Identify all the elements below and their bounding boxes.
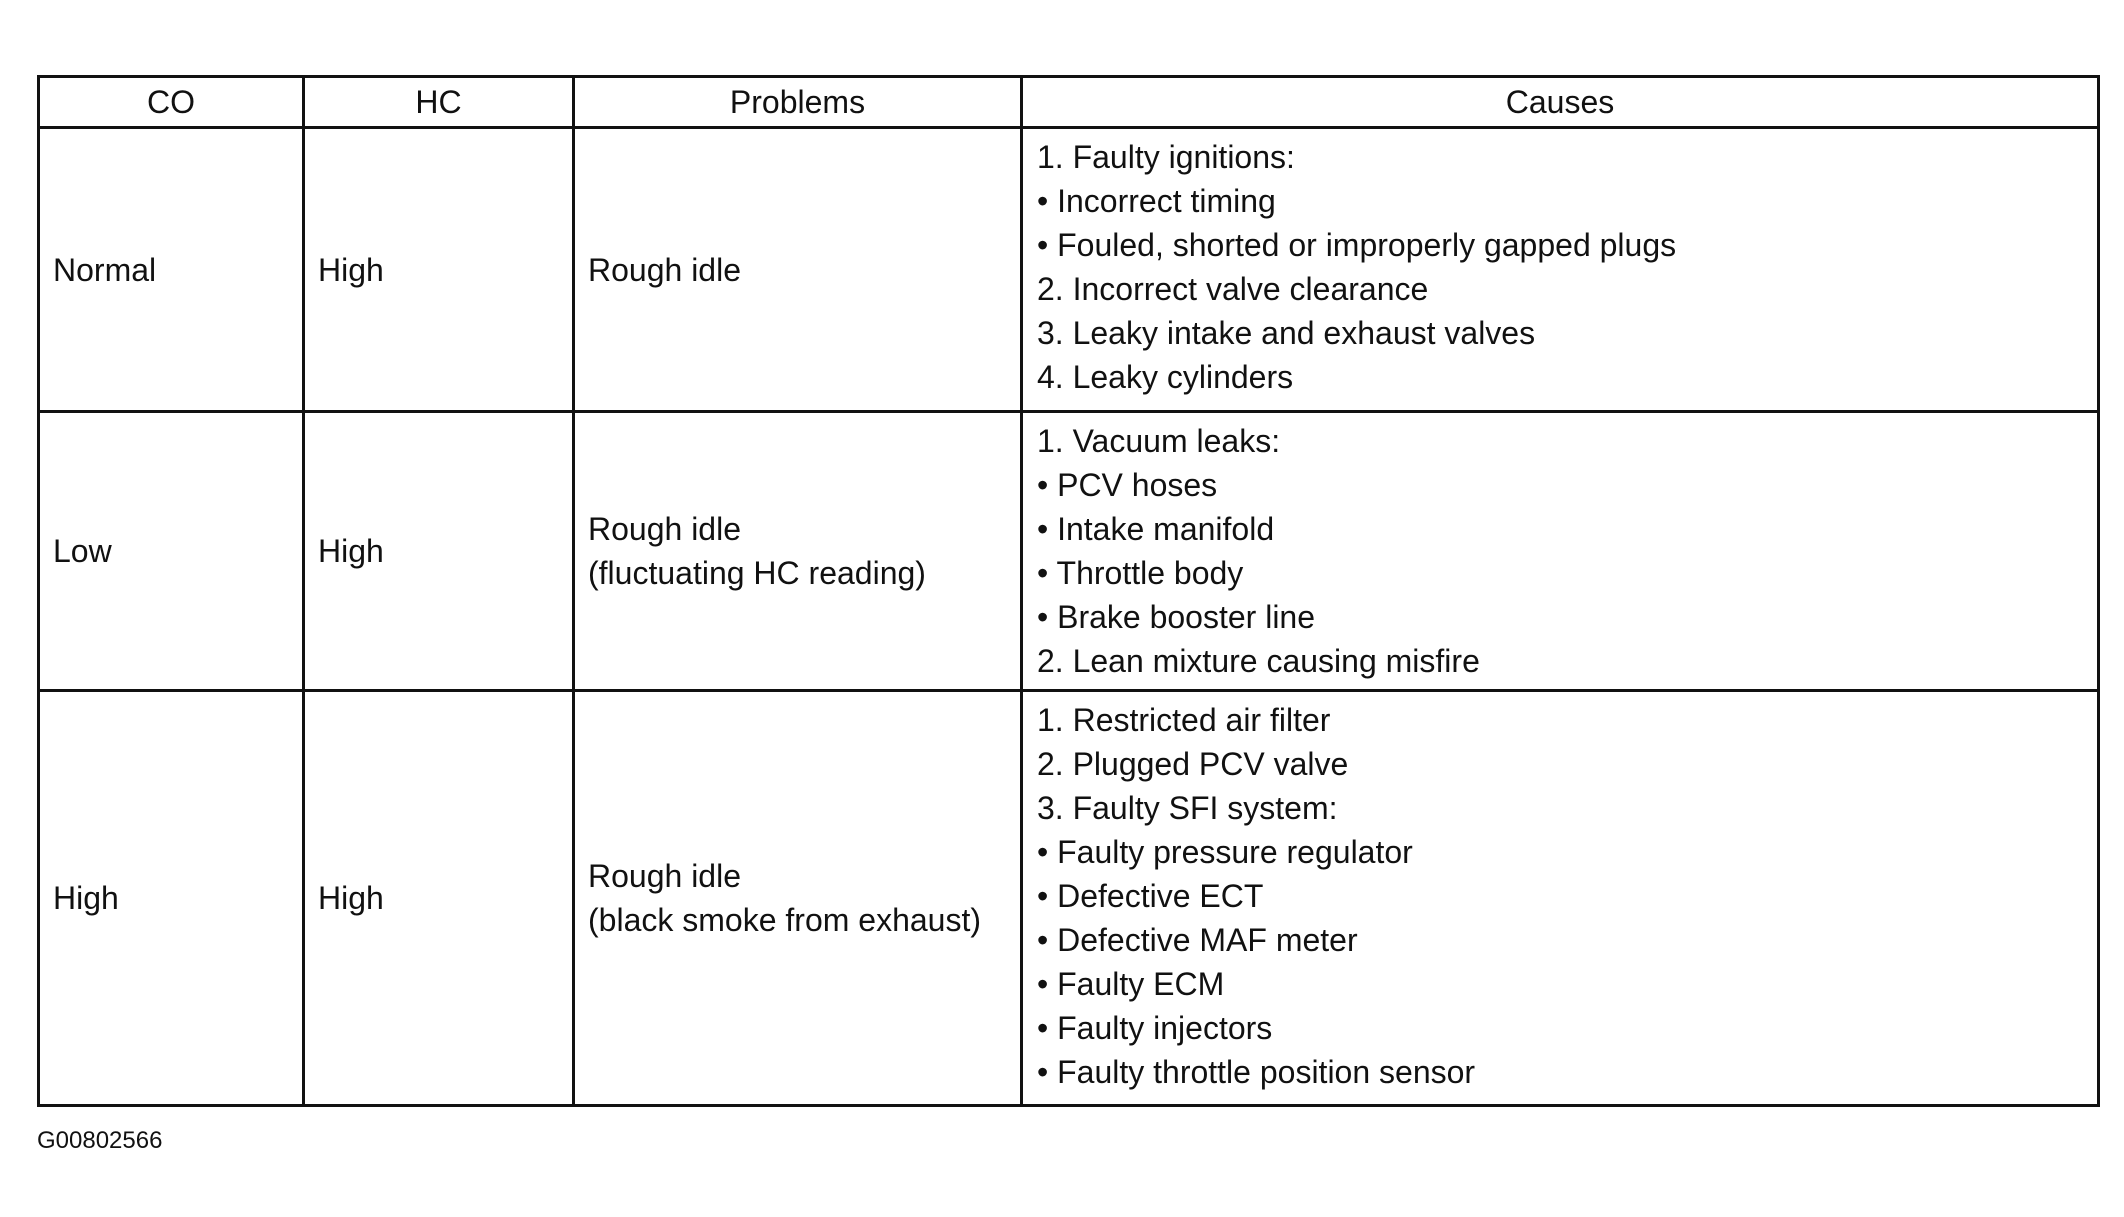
cause-item: • Defective ECT — [1037, 878, 1264, 914]
hc-cell: High — [304, 412, 574, 691]
table-row — [39, 691, 2099, 1106]
causes-cell — [1022, 128, 2099, 412]
problems-cell — [574, 128, 1022, 412]
cause-item: 2. Plugged PCV valve — [1037, 746, 1349, 782]
header-problems: Problems — [574, 77, 1022, 128]
co-cell: Normal — [39, 128, 304, 412]
problems-cell — [574, 412, 1022, 691]
causes-cell — [1022, 412, 2099, 691]
table-row — [39, 412, 2099, 691]
cause-item: • Faulty throttle position sensor — [1037, 1054, 1476, 1090]
cause-item: 3. Faulty SFI system: — [1037, 790, 1338, 826]
problems-cell — [574, 691, 1022, 1106]
problem-line: Rough idle — [588, 251, 741, 288]
problem-line: (fluctuating HC reading) — [588, 555, 926, 591]
co-cell: Low — [39, 412, 304, 691]
cause-item: 1. Vacuum leaks: — [1037, 423, 1281, 459]
header-row — [39, 77, 2099, 128]
cause-item: 3. Leaky intake and exhaust valves — [1037, 315, 1536, 351]
cause-item: • Brake booster line — [1037, 599, 1316, 635]
figure-id: G00802566 — [37, 1127, 163, 1154]
table-row — [39, 128, 2099, 412]
causes-cell — [1022, 691, 2099, 1106]
cause-item: • Intake manifold — [1037, 511, 1275, 547]
cause-item: • Faulty injectors — [1037, 1010, 1273, 1046]
cause-item: • Incorrect timing — [1037, 183, 1276, 219]
problem-line: Rough idle — [588, 511, 741, 547]
header-co: CO — [39, 77, 304, 128]
cause-item: • PCV hoses — [1037, 467, 1218, 503]
diagnosis-table — [37, 75, 2100, 1107]
cause-item: • Throttle body — [1037, 555, 1244, 591]
hc-cell: High — [304, 691, 574, 1106]
cause-item: • Fouled, shorted or improperly gapped plugs — [1037, 227, 1677, 263]
cause-item: 1. Restricted air filter — [1037, 702, 1331, 738]
cause-item: 4. Leaky cylinders — [1037, 359, 1294, 395]
header-causes: Causes — [1022, 77, 2099, 128]
problem-line: (black smoke from exhaust) — [588, 902, 982, 938]
cause-item: • Faulty ECM — [1037, 966, 1225, 1002]
co-cell: High — [39, 691, 304, 1106]
hc-cell: High — [304, 128, 574, 412]
problem-line: Rough idle — [588, 858, 741, 894]
cause-item: 2. Lean mixture causing misfire — [1037, 643, 1480, 679]
cause-item: • Faulty pressure regulator — [1037, 834, 1413, 870]
cause-item: • Defective MAF meter — [1037, 922, 1358, 958]
cause-item: 2. Incorrect valve clearance — [1037, 271, 1429, 307]
header-hc: HC — [304, 77, 574, 128]
cause-item: 1. Faulty ignitions: — [1037, 139, 1295, 175]
